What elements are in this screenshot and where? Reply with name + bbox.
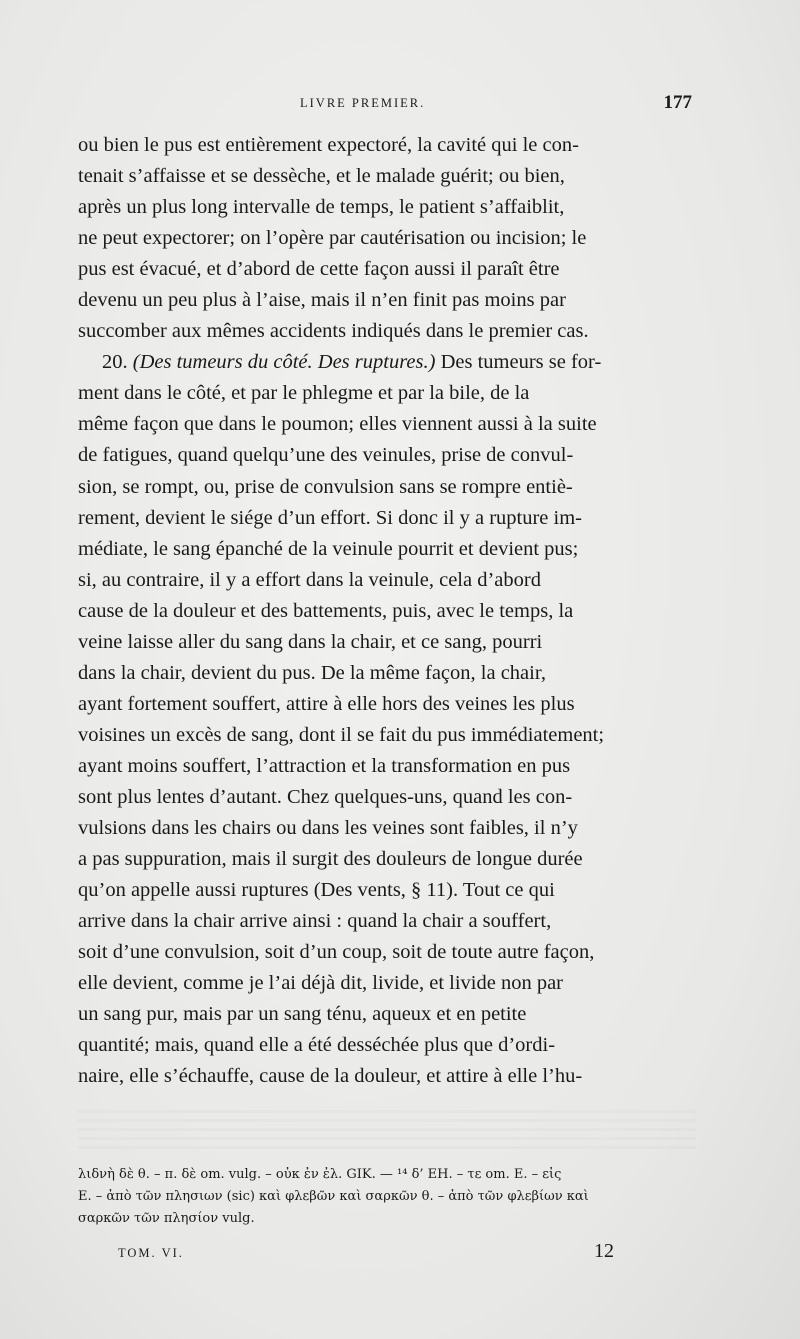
text-line: vulsions dans les chairs ou dans les veines sont faibles, il n’y <box>78 817 578 840</box>
text-line: dans la chair, devient du pus. De la même façon, la chair, <box>78 661 546 684</box>
main-text <box>78 130 692 1092</box>
text-line: a pas suppuration, mais il surgit des douleurs de longue durée <box>78 848 583 871</box>
section-number: 20. <box>102 351 128 374</box>
footnote-line: λιδνὴ δὲ θ. – π. δὲ om. vulg. – οὐκ ἐν ἐλ. GIK. — ¹⁴ δ’ EH. – τε om. E. – εἰς <box>78 1167 562 1182</box>
text-line: voisines un excès de sang, dont il se fait du pus immédiatement; <box>78 723 605 746</box>
page-header <box>78 92 692 122</box>
show-through-texture <box>78 1110 696 1155</box>
footnote-line: σαρκῶν τῶν πλησίον vulg. <box>78 1211 255 1226</box>
section-title: (Des tumeurs du côté. Des ruptures.) <box>132 351 436 374</box>
text-line: quantité; mais, quand elle a été desséchée plus que d’ordi- <box>78 1034 556 1057</box>
text-line: même façon que dans le poumon; elles viennent aussi à la suite <box>78 413 597 436</box>
text-line: succomber aux mêmes accidents indiqués dans le premier cas. <box>78 320 589 343</box>
text-line: un sang pur, mais par un sang ténu, aqueux et en petite <box>78 1003 527 1026</box>
page-number: 177 <box>663 92 692 113</box>
text-line: ne peut expectorer; on l’opère par cautérisation ou incision; le <box>78 227 587 250</box>
text-line: ayant moins souffert, l’attraction et la transformation en pus <box>78 754 571 777</box>
text-line: cause de la douleur et des battements, puis, avec le temps, la <box>78 599 574 622</box>
text-line: soit d’une convulsion, soit d’un coup, soit de toute autre façon, <box>78 941 595 964</box>
running-head: LIVRE PREMIER. <box>300 96 426 110</box>
text-line: devenu un peu plus à l’aise, mais il n’en finit pas moins par <box>78 289 566 312</box>
page-footer <box>78 1240 692 1270</box>
text-line: rement, devient le siége d’un effort. Si donc il y a rupture im- <box>78 506 583 529</box>
text-line: ayant fortement souffert, attire à elle hors des veines les plus <box>78 692 575 715</box>
text-line: de fatigues, quand quelqu’une des veinules, prise de convul- <box>78 444 574 467</box>
text-line: pus est évacué, et d’abord de cette façon aussi il paraît être <box>78 258 560 281</box>
text-line: qu’on appelle aussi ruptures (Des vents, § 11). Tout ce qui <box>78 879 555 902</box>
section-first-line: Des tumeurs se for- <box>440 351 602 374</box>
text-line: après un plus long intervalle de temps, le patient s’affaiblit, <box>78 196 565 219</box>
text-line: veine laisse aller du sang dans la chair, et ce sang, pourri <box>78 630 543 653</box>
text-line: ou bien le pus est entièrement expectoré, la cavité qui le con- <box>78 134 579 156</box>
volume-signature: TOM. VI. <box>118 1246 184 1260</box>
text-line: si, au contraire, il y a effort dans la veinule, cela d’abord <box>78 568 541 591</box>
text-line: ment dans le côté, et par le phlegme et par la bile, de la <box>78 382 530 405</box>
footnotes <box>78 1164 696 1230</box>
text-line: elle devient, comme je l’ai déjà dit, livide, et livide non par <box>78 972 564 995</box>
text-line: médiate, le sang épanché de la veinule pourrit et devient pus; <box>78 537 579 560</box>
footnote-line: E. – ἀπὸ τῶν πλησιων (sic) καὶ φλεβῶν καὶ σαρκῶν θ. – ἀπὸ τῶν φλεβίων καὶ <box>78 1189 589 1204</box>
sheet-number: 12 <box>594 1240 614 1262</box>
text-line: tenait s’affaisse et se dessèche, et le malade guérit; ou bien, <box>78 165 565 188</box>
text-line: sont plus lentes d’autant. Chez quelques-uns, quand les con- <box>78 785 573 808</box>
section-heading-line <box>78 347 692 378</box>
text-line: arrive dans la chair arrive ainsi : quand la chair a souffert, <box>78 910 552 933</box>
text-line: sion, se rompt, ou, prise de convulsion sans se rompre entiè- <box>78 475 573 498</box>
text-line: naire, elle s’échauffe, cause de la douleur, et attire à elle l’hu- <box>78 1065 583 1088</box>
